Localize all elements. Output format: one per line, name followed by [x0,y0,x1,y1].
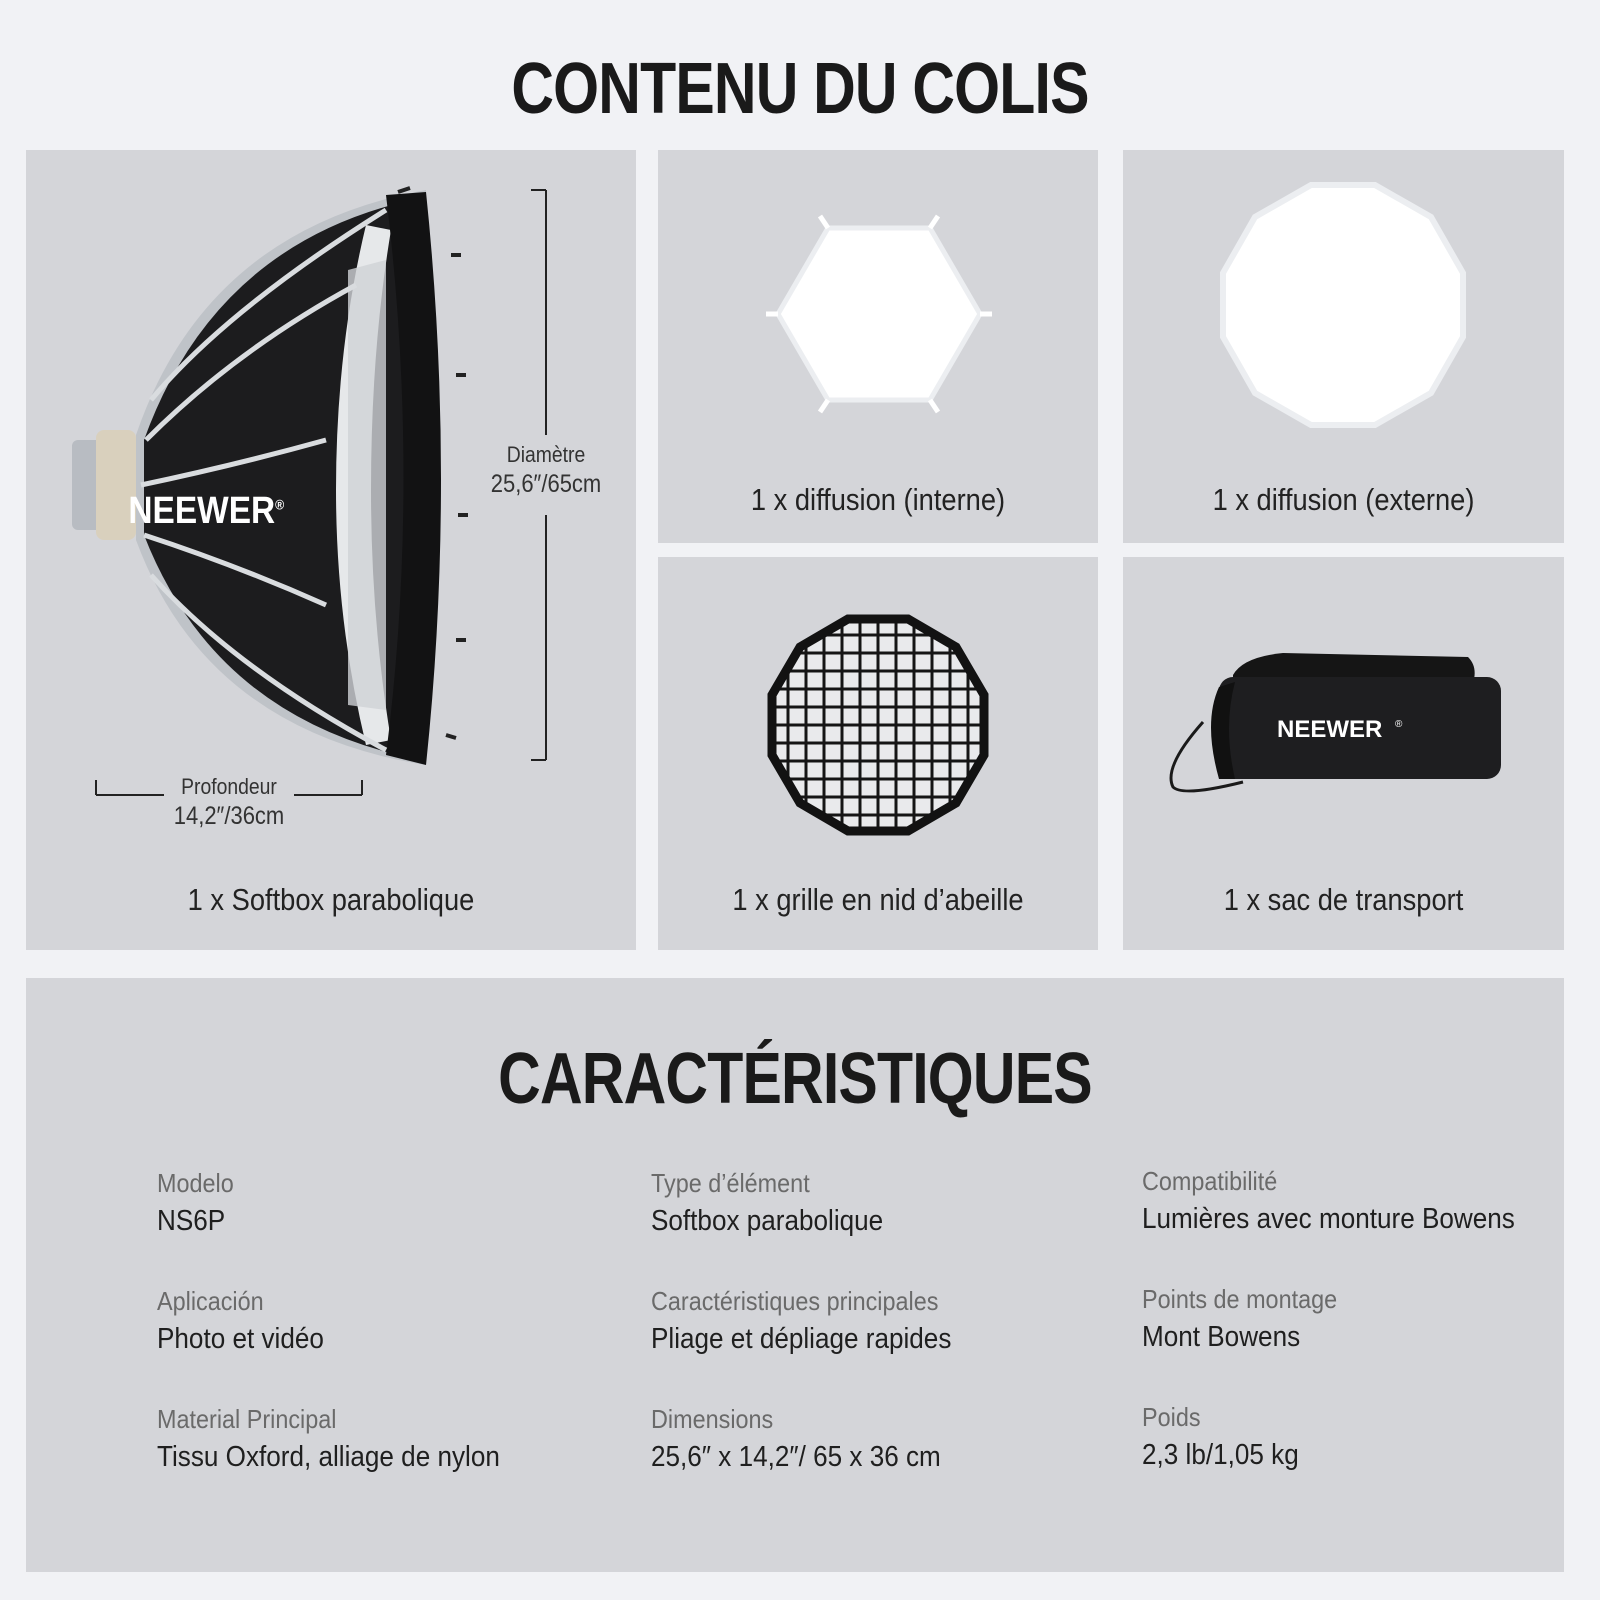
spec-value: Mont Bowens [1142,1321,1301,1353]
diameter-dimension [476,442,617,499]
spec-value: NS6P [157,1205,226,1237]
spec-material [157,1404,500,1474]
spec-application [157,1286,324,1356]
spec-dimensions [651,1404,941,1474]
diameter-value: 25,6″/65cm [490,470,602,498]
spec-label: Modelo [157,1168,234,1198]
caption-softbox: 1 x Softbox parabolique [187,882,475,917]
panel-carry-bag [1123,557,1564,950]
spec-label: Points de montage [1142,1284,1338,1314]
diameter-label: Diamètre [506,442,586,467]
depth-value: 14,2″/36cm [173,802,285,830]
spec-value: Lumières avec monture Bowens [1142,1203,1515,1235]
spec-label: Caractéristiques principales [651,1286,939,1316]
bag-brand-mark: ® [1395,719,1403,730]
spec-value: Softbox parabolique [651,1205,884,1237]
spec-mount-points [1142,1284,1337,1354]
spec-label: Compatibilité [1142,1166,1278,1196]
spec-label: Aplicación [157,1286,264,1316]
package-title: CONTENU DU COLIS [511,49,1089,129]
panel-inner-diffusion [658,150,1098,543]
spec-label: Poids [1142,1402,1201,1432]
spec-label: Material Principal [157,1404,337,1434]
panel-outer-diffusion [1123,150,1564,543]
spec-value: Pliage et dépliage rapides [651,1323,952,1355]
softbox-illustration [26,150,636,950]
spec-value: 25,6″ x 14,2″/ 65 x 36 cm [651,1441,941,1473]
caption-inner-diffusion: 1 x diffusion (interne) [750,482,1006,517]
depth-label: Profondeur [181,774,277,799]
spec-value: 2,3 lb/1,05 kg [1142,1439,1299,1471]
depth-dimension [156,774,302,831]
bag-brand-logo: NEEWER [1277,716,1383,743]
brand-mark: ® [275,496,285,513]
brand-logo [128,490,285,533]
panel-softbox [26,150,636,950]
spec-main-features [651,1286,951,1356]
spec-value: Tissu Oxford, alliage de nylon [157,1441,500,1473]
spec-model [157,1168,234,1238]
caption-outer-diffusion: 1 x diffusion (externe) [1212,482,1475,517]
specs-title: CARACTÉRISTIQUES [498,1039,1092,1119]
panel-honeycomb-grid [658,557,1098,950]
spec-value: Photo et vidéo [157,1323,324,1355]
brand-name: NEEWER [128,490,276,532]
spec-label: Dimensions [651,1404,774,1434]
spec-weight [1142,1402,1299,1472]
spec-element-type [651,1168,883,1238]
specs-panel [26,978,1564,1572]
spec-label: Type d’élément [651,1168,810,1198]
caption-carry-bag: 1 x sac de transport [1223,882,1464,917]
caption-honeycomb-grid: 1 x grille en nid d’abeille [732,882,1024,917]
spec-compatibility [1142,1166,1515,1236]
